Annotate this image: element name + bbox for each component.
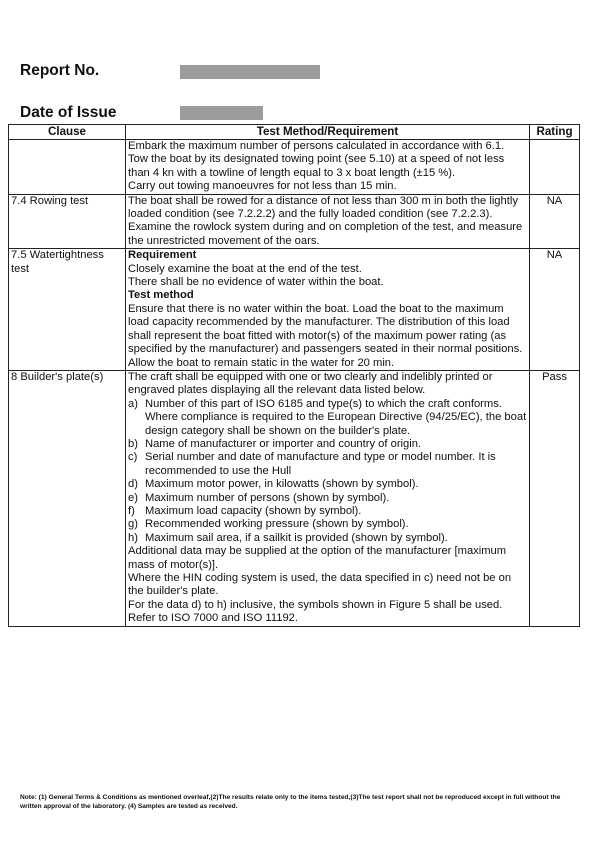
method-line: Allow the boat to remain static in the water for 20 min. [128, 356, 395, 369]
list-item-text: Maximum motor power, in kilowatts (shown by symbol). [145, 478, 419, 491]
clause-cell [9, 140, 126, 195]
column-header-clause: Clause [9, 125, 126, 140]
list-item-text: Number of this part of ISO 6185 and type(s) to which the craft conforms. Where compliance is required to the European Directive (94/25/EC), the boat design category shall be shown on the builder's plate. [145, 397, 527, 437]
column-header-rating: Rating [530, 125, 580, 140]
list-item-tag: f) [128, 504, 135, 517]
test-method-heading: Test method [128, 289, 194, 302]
method-line: Closely examine the boat at the end of the test. [128, 262, 362, 275]
table-row-watertightness-test [9, 249, 580, 371]
list-item-tag: h) [128, 531, 138, 544]
list-item-text: Recommended working pressure (shown by symbol). [145, 518, 409, 531]
clause-cell: 8 Builder's plate(s) [9, 370, 126, 626]
method-cell [126, 370, 530, 626]
list-item-text: Serial number and date of manufacture and type or model number. It is recommended to use the Hull [145, 451, 496, 477]
list-item [128, 398, 527, 438]
list-item-tag: g) [128, 518, 138, 531]
method-line: Additional data may be supplied at the option of the manufacturer [maximum mass of motor(s)]. [128, 545, 507, 571]
list-item [128, 492, 527, 505]
method-cell [126, 249, 530, 371]
method-line: Embark the maximum number of persons calculated in accordance with 6.1. [128, 140, 505, 152]
method-cell [126, 194, 530, 249]
rating-cell [530, 140, 580, 195]
list-item-text: Name of manufacturer or importer and country of origin. [145, 437, 422, 450]
list-item [128, 518, 527, 531]
requirement-heading: Requirement [128, 249, 197, 262]
list-item-tag: e) [128, 491, 138, 504]
report-no-label: Report No. [20, 62, 100, 79]
list-item-tag: d) [128, 478, 138, 491]
method-cell [126, 140, 530, 195]
list-item [128, 478, 527, 491]
clause-cell [9, 249, 126, 371]
column-header-test-method: Test Method/Requirement [126, 125, 530, 140]
method-line: There shall be no evidence of water within the boat. [128, 276, 384, 289]
method-line: The boat shall be rowed for a distance of not less than 300 m in both the lightly loaded condition (see 7.2.2.2) and the fully loaded condition (see 7.2.2.3). [128, 194, 518, 221]
list-item-text: Maximum sail area, if a sailkit is provided (shown by symbol). [145, 531, 448, 544]
test-report-table [8, 124, 580, 627]
clause-text: 7.5 Watertightness test [11, 249, 104, 275]
rating-cell: NA [530, 194, 580, 249]
list-item-text: Maximum load capacity (shown by symbol). [145, 504, 362, 517]
redacted-report-number [180, 65, 320, 79]
list-item-tag: a) [128, 397, 138, 410]
method-line: Ensure that there is no water within the boat. Load the boat to the maximum load capacity recommended by the manufacturer. The distribution of this load shall represent the boat fitted with motor(s) of the maximum power rating (as specified by the manufacturer) and passengers seated in their normal positions. [128, 302, 523, 356]
clause-cell: 7.4 Rowing test [9, 194, 126, 249]
method-line: Tow the boat by its designated towing point (see 5.10) at a speed of not less than 4 kn with a towline of length equal to 3 x boat length (±15 %). [128, 153, 505, 179]
list-item-tag: c) [128, 451, 138, 464]
date-of-issue-label: Date of Issue [20, 104, 117, 121]
list-item-text: Maximum number of persons (shown by symbol). [145, 491, 390, 504]
method-line: Carry out towing manoeuvres for not less than 15 min. [128, 180, 397, 193]
rating-cell: NA [530, 249, 580, 371]
rating-cell: Pass [530, 370, 580, 626]
list-item [128, 438, 527, 451]
method-line: For the data d) to h) inclusive, the symbols shown in Figure 5 shall be used. Refer to ISO 7000 and ISO 11192. [128, 598, 503, 625]
table-row-builders-plate [9, 370, 580, 626]
method-line: Where the HIN coding system is used, the data specified in c) need not be on the builder's plate. [128, 572, 512, 598]
list-item [128, 451, 527, 478]
list-item [128, 505, 527, 518]
table-header-row [9, 125, 580, 140]
list-item-tag: b) [128, 437, 138, 450]
table-row-towing [9, 140, 580, 195]
method-line: The craft shall be equipped with one or two clearly and indelibly printed or engraved plates displaying all the relevant data listed below. [128, 370, 493, 397]
table-row-rowing-test [9, 194, 580, 249]
redacted-issue-date [180, 106, 263, 120]
list-item [128, 532, 527, 545]
method-line: Examine the rowlock system during and on completion of the test, and measure the unrestricted movement of the oars. [128, 221, 523, 247]
footer-note: Note: (1) General Terms & Conditions as mentioned overleaf,(2)The results relate only to the items tested,(3)The test report shall not be reproduced except in full without the written approval of the laboratory. (4) Samples are tested as received. [20, 794, 561, 810]
